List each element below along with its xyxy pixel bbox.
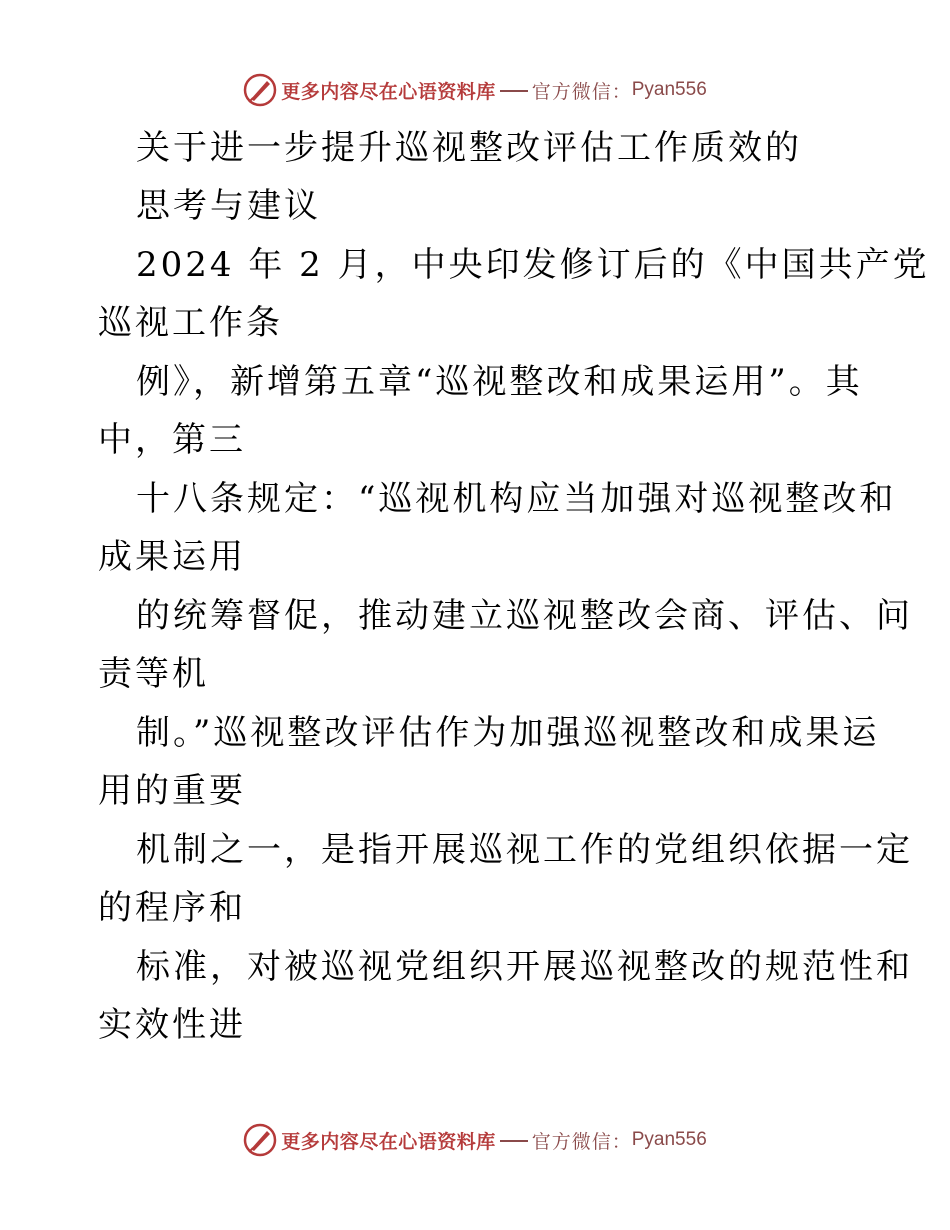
- doc-text-line: 巡视工作条: [98, 303, 283, 343]
- doc-text-line: 制。”巡视整改评估作为加强巡视整改和成果运: [136, 713, 880, 753]
- banner-wechat-handle: Pyan556: [631, 1129, 707, 1150]
- banner-wechat-label: 官方微信：: [531, 1130, 632, 1153]
- doc-text-line: 标准，对被巡视党组织开展巡视整改的规范性和: [136, 947, 913, 987]
- doc-text-line: 责等机: [98, 654, 209, 694]
- doc-text-line: 成果运用: [98, 537, 246, 577]
- doc-text-line: 实效性进: [98, 1005, 246, 1045]
- doc-text-line: 机制之一，是指开展巡视工作的党组织依据一定: [136, 830, 913, 870]
- doc-text-line: 中，第三: [98, 420, 246, 460]
- doc-text-line: 的统筹督促，推动建立巡视整改会商、评估、问: [136, 596, 913, 636]
- banner-wechat-label: 官方微信：: [531, 80, 632, 103]
- footer-watermark-banner: [0, 1120, 950, 1160]
- doc-text-line: 用的重要: [98, 771, 246, 811]
- doc-text-line: 十八条规定：“巡视机构应当加强对巡视整改和: [136, 479, 897, 519]
- doc-title-line-2: 思考与建议: [136, 186, 321, 226]
- header-watermark-banner: [0, 70, 950, 110]
- banner-wechat-handle: Pyan556: [631, 79, 707, 100]
- banner-site-name: 更多内容尽在心语资料库: [281, 1130, 496, 1153]
- doc-text-line: 2024 年 2 月，中央印发修订后的《中国共产党: [136, 245, 930, 285]
- doc-text-line: 的程序和: [98, 888, 246, 928]
- banner-dash: [500, 90, 528, 92]
- banner-site-name: 更多内容尽在心语资料库: [281, 80, 496, 103]
- quill-logo-icon: [243, 1123, 277, 1157]
- quill-logo-icon: [243, 73, 277, 107]
- doc-title-line-1: 关于进一步提升巡视整改评估工作质效的: [136, 128, 802, 168]
- banner-dash: [500, 1140, 528, 1142]
- doc-text-line: 例》，新增第五章“巡视整改和成果运用”。其: [136, 362, 863, 402]
